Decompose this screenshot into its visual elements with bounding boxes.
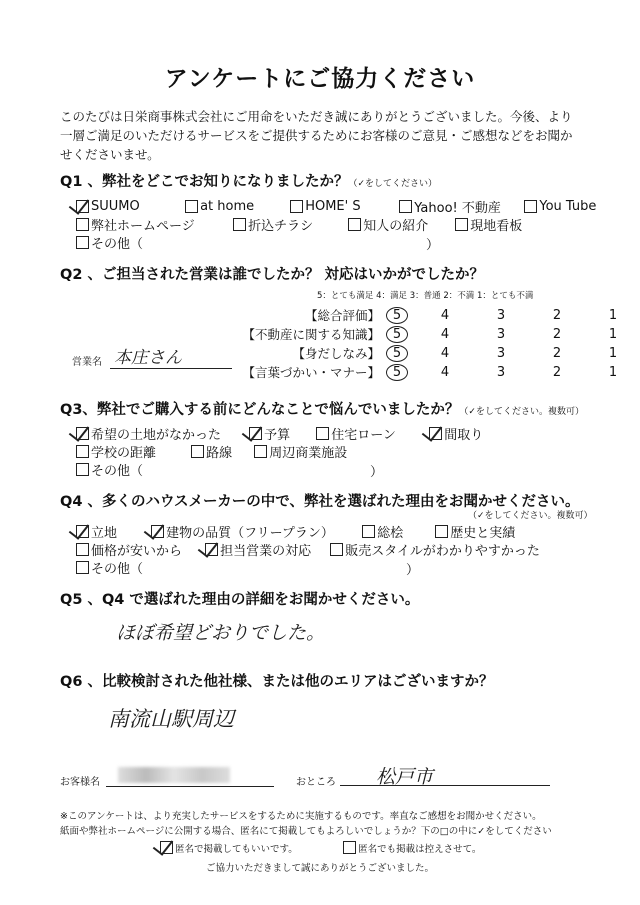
checkbox[interactable] [191,445,204,458]
checkbox[interactable] [343,841,356,854]
redacted-name [118,767,230,783]
q3-row-2 [76,442,347,462]
rating-4[interactable]: 4 [440,307,450,323]
footer-thanks: ご協力いただきまして誠にありがとうございました。 [205,863,434,874]
rating-label: 【身だしなみ】 [292,346,380,361]
checkbox[interactable] [233,218,246,231]
q4-option-other[interactable]: その他（ [76,558,406,577]
close-paren: ） [406,563,420,578]
rating-3[interactable]: 3 [496,364,506,380]
q4-row-1 [76,522,515,542]
rating-2[interactable]: 2 [552,326,562,342]
checkbox[interactable] [399,200,412,213]
rating-1[interactable]: 1 [608,345,618,361]
rating-4[interactable]: 4 [440,364,450,380]
footer-notice-2: 紙面や弊社ホームページに公開する場合、匿名にて掲載してもよろしいでしょうか？下の□の中に✓をしてください [60,826,552,837]
checkbox[interactable] [185,200,198,213]
q1-row-1 [76,197,596,217]
q3-option-other[interactable]: その他（ [76,460,370,479]
q2-rating-row [230,325,623,343]
q3-note: （✓をしてください。複数可） [459,407,584,417]
checkbox[interactable] [290,200,303,213]
close-paren: ） [426,238,440,253]
checkbox[interactable] [330,543,343,556]
anonymous-ng-option[interactable]: 匿名でも掲載は控えさせて。 [343,841,481,855]
checkbox[interactable] [348,218,361,231]
q4-row-3 [76,558,419,578]
q4-option[interactable]: 総桧 [362,522,430,541]
q1-question [60,170,437,191]
rating-label: 【不動産に関する知識】 [242,327,380,342]
q3-row-1 [76,424,483,444]
checkbox[interactable] [76,427,89,440]
q1-option[interactable]: at home [185,199,285,214]
rating-5-selected[interactable]: 5 [386,345,408,362]
q6-question: Q6 、比較検討された他社様、または他のエリアはございますか？ [60,674,494,690]
checkbox[interactable] [76,218,89,231]
q2-rating-row [230,306,623,324]
anonymous-ok-option[interactable]: 匿名で掲載してもいいです。 [160,841,338,855]
rating-label: 【言葉づかい・マナー】 [242,365,380,380]
q1-option[interactable]: 現地看板 [455,215,522,234]
q5-answer[interactable]: ほぼ希望どおりでした。 [116,622,326,644]
q1-note: （✓をしてください） [348,179,438,189]
q3-option[interactable]: 学校の距離 [76,442,186,461]
checkbox[interactable] [76,561,89,574]
q2-rating-row [230,363,623,381]
checkbox[interactable] [76,543,89,556]
q3-question-text: Q3、弊社でご購入する前にどんなことで悩んでいましたか？ [60,402,460,418]
checkbox[interactable] [151,525,164,538]
q4-option[interactable]: 価格が安いから [76,540,200,559]
rating-5-selected[interactable]: 5 [386,364,408,381]
rating-label: 【総合評価】 [304,308,380,323]
q4-question: Q4 、多くのハウスメーカーの中で、弊社を選ばれた理由をお聞かせください。 [60,494,580,510]
rating-3[interactable]: 3 [496,345,506,361]
checkbox[interactable] [362,525,375,538]
rating-3[interactable]: 3 [496,326,506,342]
q3-question [60,398,584,419]
checkbox[interactable] [316,427,329,440]
q4-option[interactable]: 販売スタイルがわかりやすかった [330,540,540,559]
rating-5-selected[interactable]: 5 [386,307,408,324]
checkbox[interactable] [76,445,89,458]
rating-2[interactable]: 2 [552,345,562,361]
q3-option[interactable]: 周辺商業施設 [254,442,347,461]
rating-4[interactable]: 4 [440,345,450,361]
q3-option[interactable]: 住宅ローン [316,424,424,443]
footer-notice-1: ※このアンケートは、より充実したサービスをするために実施するものです。率直なご感想をお聞かせください。 [60,811,542,822]
rating-4[interactable]: 4 [440,326,450,342]
intro-text: このたびは日栄商事株式会社にご用命をいただき誠にありがとうございました。今後、より一層ご満足のいただけるサービスをご提供するためにお客様のご意見・ご感想などをお聞かせくださいませ。 [60,109,573,162]
q4-option[interactable]: 建物の品質（フリープラン） [151,522,357,541]
checkbox[interactable] [435,525,448,538]
q1-option[interactable]: 折込チラシ [233,215,343,234]
checkbox[interactable] [455,218,468,231]
rating-1[interactable]: 1 [608,364,618,380]
checkbox[interactable] [160,841,173,854]
q4-option[interactable]: 担当営業の対応 [205,540,325,559]
q1-option-other[interactable]: その他（ [76,233,426,252]
rating-5-selected[interactable]: 5 [386,326,408,343]
customer-name-field[interactable] [106,764,274,787]
checkbox[interactable] [205,543,218,556]
checkbox[interactable] [76,236,89,249]
q3-option[interactable]: 間取り [429,424,483,443]
q2-scale-header: 5：とても満足 4：満足 3：普通 2：不満 1：とても不満 [317,291,534,301]
q1-option[interactable]: You Tube [524,199,596,214]
checkbox[interactable] [524,200,537,213]
customer-name-label: お客様名 [60,777,100,788]
q3-row-3 [76,460,383,480]
q1-option[interactable]: 知人の紹介 [348,215,450,234]
page-title: アンケートにご協力ください [164,66,476,92]
q4-option[interactable]: 立地 [76,522,146,541]
customer-address-label: おところ [296,777,336,788]
sales-name-field[interactable]: 本庄さん [110,343,232,369]
rating-1[interactable]: 1 [608,326,618,342]
close-paren: ） [370,465,384,480]
q1-option[interactable]: SUUMO [76,199,180,214]
checkbox[interactable] [76,200,89,213]
q1-question-text: Q1 、弊社をどこでお知りになりましたか？ [60,174,349,190]
q1-option[interactable]: 弊社ホームページ [76,215,228,234]
q3-option[interactable]: 予算 [249,424,311,443]
checkbox[interactable] [254,445,267,458]
rating-2[interactable]: 2 [552,364,562,380]
q1-row-2 [76,215,522,235]
q4-note: （✓をしてください。複数可） [468,511,593,521]
checkbox[interactable] [76,525,89,538]
q1-option[interactable]: HOME' S [290,199,394,214]
q3-option[interactable]: 路線 [191,442,249,461]
q4-row-2 [76,540,540,560]
q2-question: Q2 、ご担当された営業は誰でしたか？ 対応はいかがでしたか？ [60,267,485,283]
q1-row-3 [76,233,439,253]
q5-question: Q5 、Q4 で選ばれた理由の詳細をお聞かせください。 [60,592,420,608]
rating-1[interactable]: 1 [608,307,618,323]
checkbox[interactable] [76,463,89,476]
q1-option[interactable]: Yahoo! 不動産 [399,197,519,216]
rating-3[interactable]: 3 [496,307,506,323]
customer-address-field[interactable]: 松戸市 [340,762,550,786]
rating-2[interactable]: 2 [552,307,562,323]
checkbox[interactable] [429,427,442,440]
q2-rating-row [230,344,623,362]
footer-options [160,839,481,858]
sales-name-label: 営業名 [72,357,102,368]
q3-option[interactable]: 希望の土地がなかった [76,424,244,443]
q4-option[interactable]: 歴史と実績 [435,522,515,541]
checkbox[interactable] [249,427,262,440]
q6-answer[interactable]: 南流山駅周辺 [108,707,234,731]
